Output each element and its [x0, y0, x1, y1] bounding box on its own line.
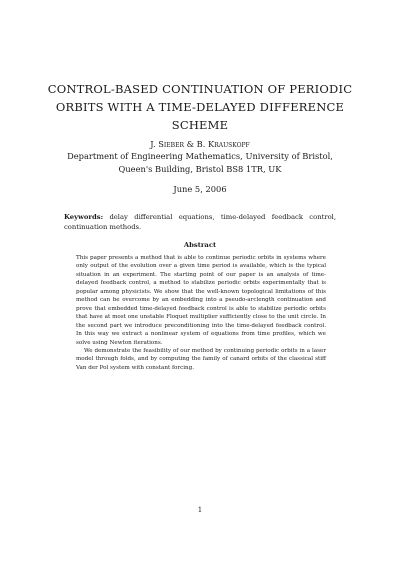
page-number: 1 — [197, 506, 203, 514]
abstract-heading: Abstract — [183, 241, 217, 249]
keywords-text: delay differential equations, time-delayed feedback control, continuation methods. — [64, 213, 336, 231]
title-line: ORBITS WITH A TIME-DELAYED DIFFERENCE — [55, 100, 345, 114]
keywords — [64, 212, 336, 232]
keywords-label: Keywords: — [64, 213, 104, 221]
author-name: J. Sieber — [150, 139, 184, 149]
author-name: B. Krauskopf — [196, 139, 250, 149]
abstract-paragraph: This paper presents a method that is able to continue periodic orbits in systems where only output of the evolution over a given time period is available, which is the typical situation in an experiment. The starting point of our paper is an analysis of time-delayed feedback control, a method to stabilize periodic orbits experimentally that is popular among physicists. We show that the well-known topological limitations of this method can be overcome by an embedding into a pseudo-arclength continuation and prove that embedded time-delayed feedback control is able to stabilize periodic orbits that have at most one unstable Floquet multiplier sufficiently close to the unit circle. In the second part we introduce preconditioning into the time-delayed feedback control. In this way we extract a nonlinear system of equations from time profiles, which we solve using Newton iterations. — [76, 255, 326, 346]
author-separator: & — [184, 139, 197, 149]
title-line: CONTROL-BASED CONTINUATION OF PERIODIC — [47, 82, 353, 96]
affiliation — [40, 150, 360, 176]
paper-date: June 5, 2006 — [173, 184, 227, 194]
affiliation-line: Department of Engineering Mathematics, University of Bristol, — [67, 151, 333, 161]
title-line: SCHEME — [171, 118, 229, 132]
affiliation-line: Queen's Building, Bristol BS8 1TR, UK — [118, 164, 282, 174]
paper-title — [40, 80, 360, 134]
abstract — [76, 254, 326, 372]
abstract-paragraph: We demonstrate the feasibility of our method by continuing periodic orbits in a laser model through folds, and by computing the family of canard orbits of the classical stiff Van der Pol system with constant forcing. — [76, 347, 326, 371]
